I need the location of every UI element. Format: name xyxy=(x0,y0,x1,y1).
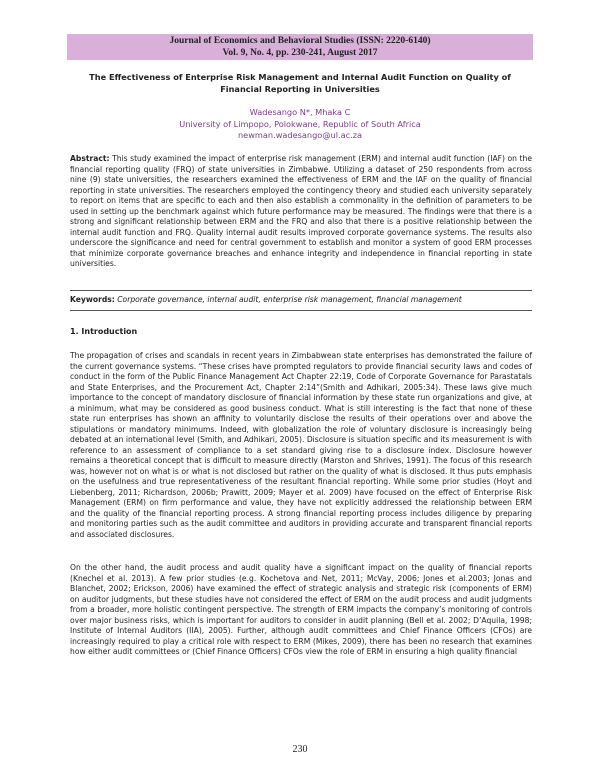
keywords-text: Corporate governance, internal audit, enterprise risk management, financial management xyxy=(117,295,462,304)
journal-header-line1: Journal of Economics and Behavioral Studies (ISSN: 2220-6140) xyxy=(169,36,431,46)
page-number: 230 xyxy=(292,744,308,755)
author-email: newman.wadesango@ul.ac.za xyxy=(237,130,363,140)
abstract-text: This study examined the impact of enterprise risk management (ERM) and internal audit function (IAF) on the financial reporting quality (FRQ) of state universities in Zimbabwe. Utilizing a dataset of 250 respondents from across nine (9) state universities, the researchers examined the effectiveness of ERM and the IAF on the quality of financial reporting in state universities. The researchers employed the contingency theory and studied each university separately to report on items that are specific to each and then also establish a commonality in the definition of parameters to be used in setting up the benchmark against which future performance may be measured. The findings were that there is a strong and significant relationship between ERM and the FRQ and also that there is a positive relationship between the internal audit function and FRQ. Quality internal audit results improved corporate governance systems. The results also underscore the significance and need for central government to establish and monitor a system of good ERM processes that minimize corporate governance breaches and enhance integrity and independence in financial reporting in state universities. xyxy=(70,154,532,268)
author-block xyxy=(70,107,530,142)
paragraph-1: The propagation of crises and scandals in recent years in Zimbabwean state enterprises has demonstrated the failure of the current governance systems. “These crises have prompted regulators to provide financial security laws and codes of conduct in the form of the Public Finance Management Act Chapter 22:19, Code of Corporate Governance for Parastatals and State Enterprises, and the Procurement Act, Chapter 2:14”(Smith and Adhikari, 2005:34). These laws give much importance to the concept of mandatory disclosure of financial information by these state run organizations and give, at a minimum, what may be considered as good business conduct. What is still interesting is the fact that none of these state run enterprises has shown an affinity to voluntarily disclose the results of their operations over and above the stipulations or mandatory minimums. Indeed, with globalization the role of voluntary disclosure is increasingly being debated at an international level (Smith, and Adhikari, 2005). Disclosure is situation specific and its measurement is with reference to an assessment of compliance to a set standard giving rise to a disclosure index. Disclosure however remains a theoretical concept that is difficult to measure directly (Marston and Shrives, 1991). The focus of this research was, however not on what is or what is not disclosed but rather on the quality of what is disclosed. It thus puts emphasis on the usefulness and true representativeness of the resultant financial reporting. While some prior studies (Hoyt and Liebenberg, 2011; Richardson, 2006b; Prawitt, 2009; Mayer et al. 2009) have focused on the effect of Enterprise Risk Management (ERM) on firm performance and value, they have not explicitly addressed the relationship between ERM and the quality of the financial reporting process. A strong financial reporting process includes diligence by preparing and monitoring parties such as the audit committee and auditors in providing accurate and transparent financial reports and associated disclosures. xyxy=(70,351,532,539)
author-affiliation: University of Limpopo, Polokwane, Republic of South Africa xyxy=(179,118,421,129)
journal-header-band xyxy=(67,34,533,60)
abstract xyxy=(70,154,532,270)
keywords-label: Keywords: xyxy=(70,295,115,304)
paper-title: The Effectiveness of Enterprise Risk Management and Internal Audit Function on Quality of Financial Reporting in Universities xyxy=(89,72,511,94)
paragraph-2: On the other hand, the audit process and audit quality have a significant impact on the quality of financial reports (Knechel et al. 2013). A few prior studies (e.g. Kochetova and Net, 2011; McVay, 2006; Jones et al.2003; Jonas and Blanchet, 2002; Erickson, 2006) have examined the effect of strategic analysis and strategic risk (components of ERM) on auditor judgments, but these studies have not considered the effect of ERM on the audit process and audit judgments from a broader, more holistic contingent perspective. The strength of ERM impacts the company’s monitoring of controls over major business risks, which is important for auditors to consider in audit planning (Bell et al. 2002; D’Aquila, 1998; Institute of Internal Auditors (IIA), 2005). Further, although audit committees and Chief Finance Officers (CFOs) are increasingly required to play a critical role with respect to ERM (Mikes, 2009), there has been no research that examines how either audit committees or (Chief Finance Officers) CFOs view the role of ERM in ensuring a high quality financial xyxy=(70,563,532,656)
keywords-bottom-rule xyxy=(70,310,532,311)
author-names: Wadesango N*, Mhaka C xyxy=(249,107,351,117)
keywords-top-rule xyxy=(70,290,532,291)
abstract-label: Abstract: xyxy=(70,154,110,163)
journal-header-line2: Vol. 9, No. 4, pp. 230-241, August 2017 xyxy=(222,48,378,58)
section-heading-introduction: 1. Introduction xyxy=(70,327,138,336)
keywords xyxy=(70,295,532,306)
